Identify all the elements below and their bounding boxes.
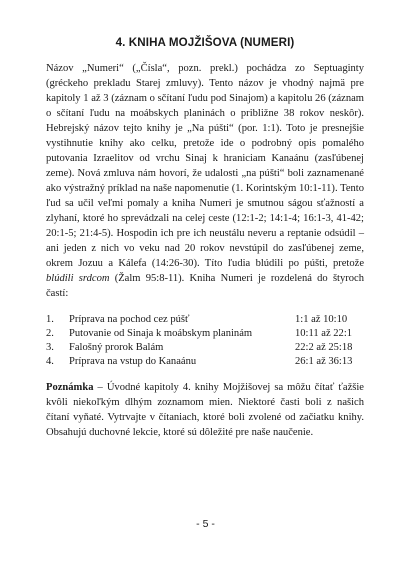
part-range: 26:1 až 36:13	[295, 356, 353, 367]
page-number: - 5 -	[196, 518, 215, 530]
intro-paragraph	[46, 61, 364, 301]
part-range: 22:2 až 25:18	[295, 342, 353, 353]
note-label: Poznámka	[46, 382, 94, 393]
note-text: – Úvodné kapitoly 4. knihy Mojžišovej sa môžu čítať ťažšie kvôli niekoľkým dlhým zoznamom mien. Niektoré časti boli z našich čítaní vyňaté. Vytrvajte v čítaniach, ktoré boli zvolené od začiatku knihy. Obsahujú duchovné lekcie, ktoré sú dôležité pre naše naučenie.	[46, 382, 364, 438]
intro-text-part-2: (Žalm 95:8-11). Kniha Numeri je rozdelená do štyroch častí:	[46, 273, 365, 299]
list-item	[46, 313, 364, 327]
part-title: Falošný prorok Balám	[69, 342, 164, 353]
part-title: Príprava na vstup do Kanaánu	[69, 356, 197, 367]
intro-text-part-1: Názov „Numeri“ („Čísla“, pozn. prekl.) pochádza zo Septuaginty (gréckeho prekladu Starej zmluvy). Tento názov je vhodný najmä pre kapitoly 1 až 3 (záznam o sčítaní ľudu pod Sinajom) a kapitolu 26 (záznam o sčítaní ľudu na moábskych planinách o približne 38 rokov neskôr). Hebrejský názov tejto knihy je „Na púšti“ (por. 1:1). Toto je presnejšie vystihnutie knihy ako celku, pretože ide o podrobný opis pomalého putovania Izraelitov od vrchu Sinaj k hraniciam Kanaánu (zasľúbenej zeme). Nová zmluva nám hovorí, že udalosti „na púšti“ boli zaznamenané ako výstražný príklad na naše napomenutie (1. Korintským 10:1-11). Tento ľud sa učil veľmi pomaly a kniha Numeri je smutnou ságou sťažností a zlyhaní, ktoré ho sprevádzali na celej ceste (12:1-2; 14:1-4; 16:1-3, 41-42; 20:1-5; 21:4-5). Hospodin ich pre ich neustálu neveru a reptanie odsúdil – ani jeden z nich vo veku nad 20 rokov nevstúpil do zasľúbenej zeme, okrem Jozuu a Kálefa (14:26-30). Títo ľudia blúdili po púšti, pretože	[46, 63, 364, 269]
part-number: 4.	[46, 356, 54, 367]
book-parts-list	[46, 313, 364, 369]
part-number: 1.	[46, 314, 54, 325]
part-number: 3.	[46, 342, 54, 353]
part-range: 10:11 až 22:1	[295, 328, 353, 339]
list-item	[46, 327, 364, 341]
list-item	[46, 341, 364, 355]
part-title: Príprava na pochod cez púšť	[69, 314, 190, 325]
part-range: 1:1 až 10:10	[295, 314, 348, 325]
page-title: 4. KNIHA MOJŽIŠOVA (NUMERI)	[115, 36, 295, 49]
part-number: 2.	[46, 328, 54, 339]
document-page	[46, 36, 364, 451]
list-item	[46, 355, 364, 369]
note-paragraph	[46, 380, 364, 440]
part-title: Putovanie od Sinaja k moábskym planinám	[69, 328, 253, 339]
intro-emphasis: blúdili srdcom	[46, 273, 110, 284]
